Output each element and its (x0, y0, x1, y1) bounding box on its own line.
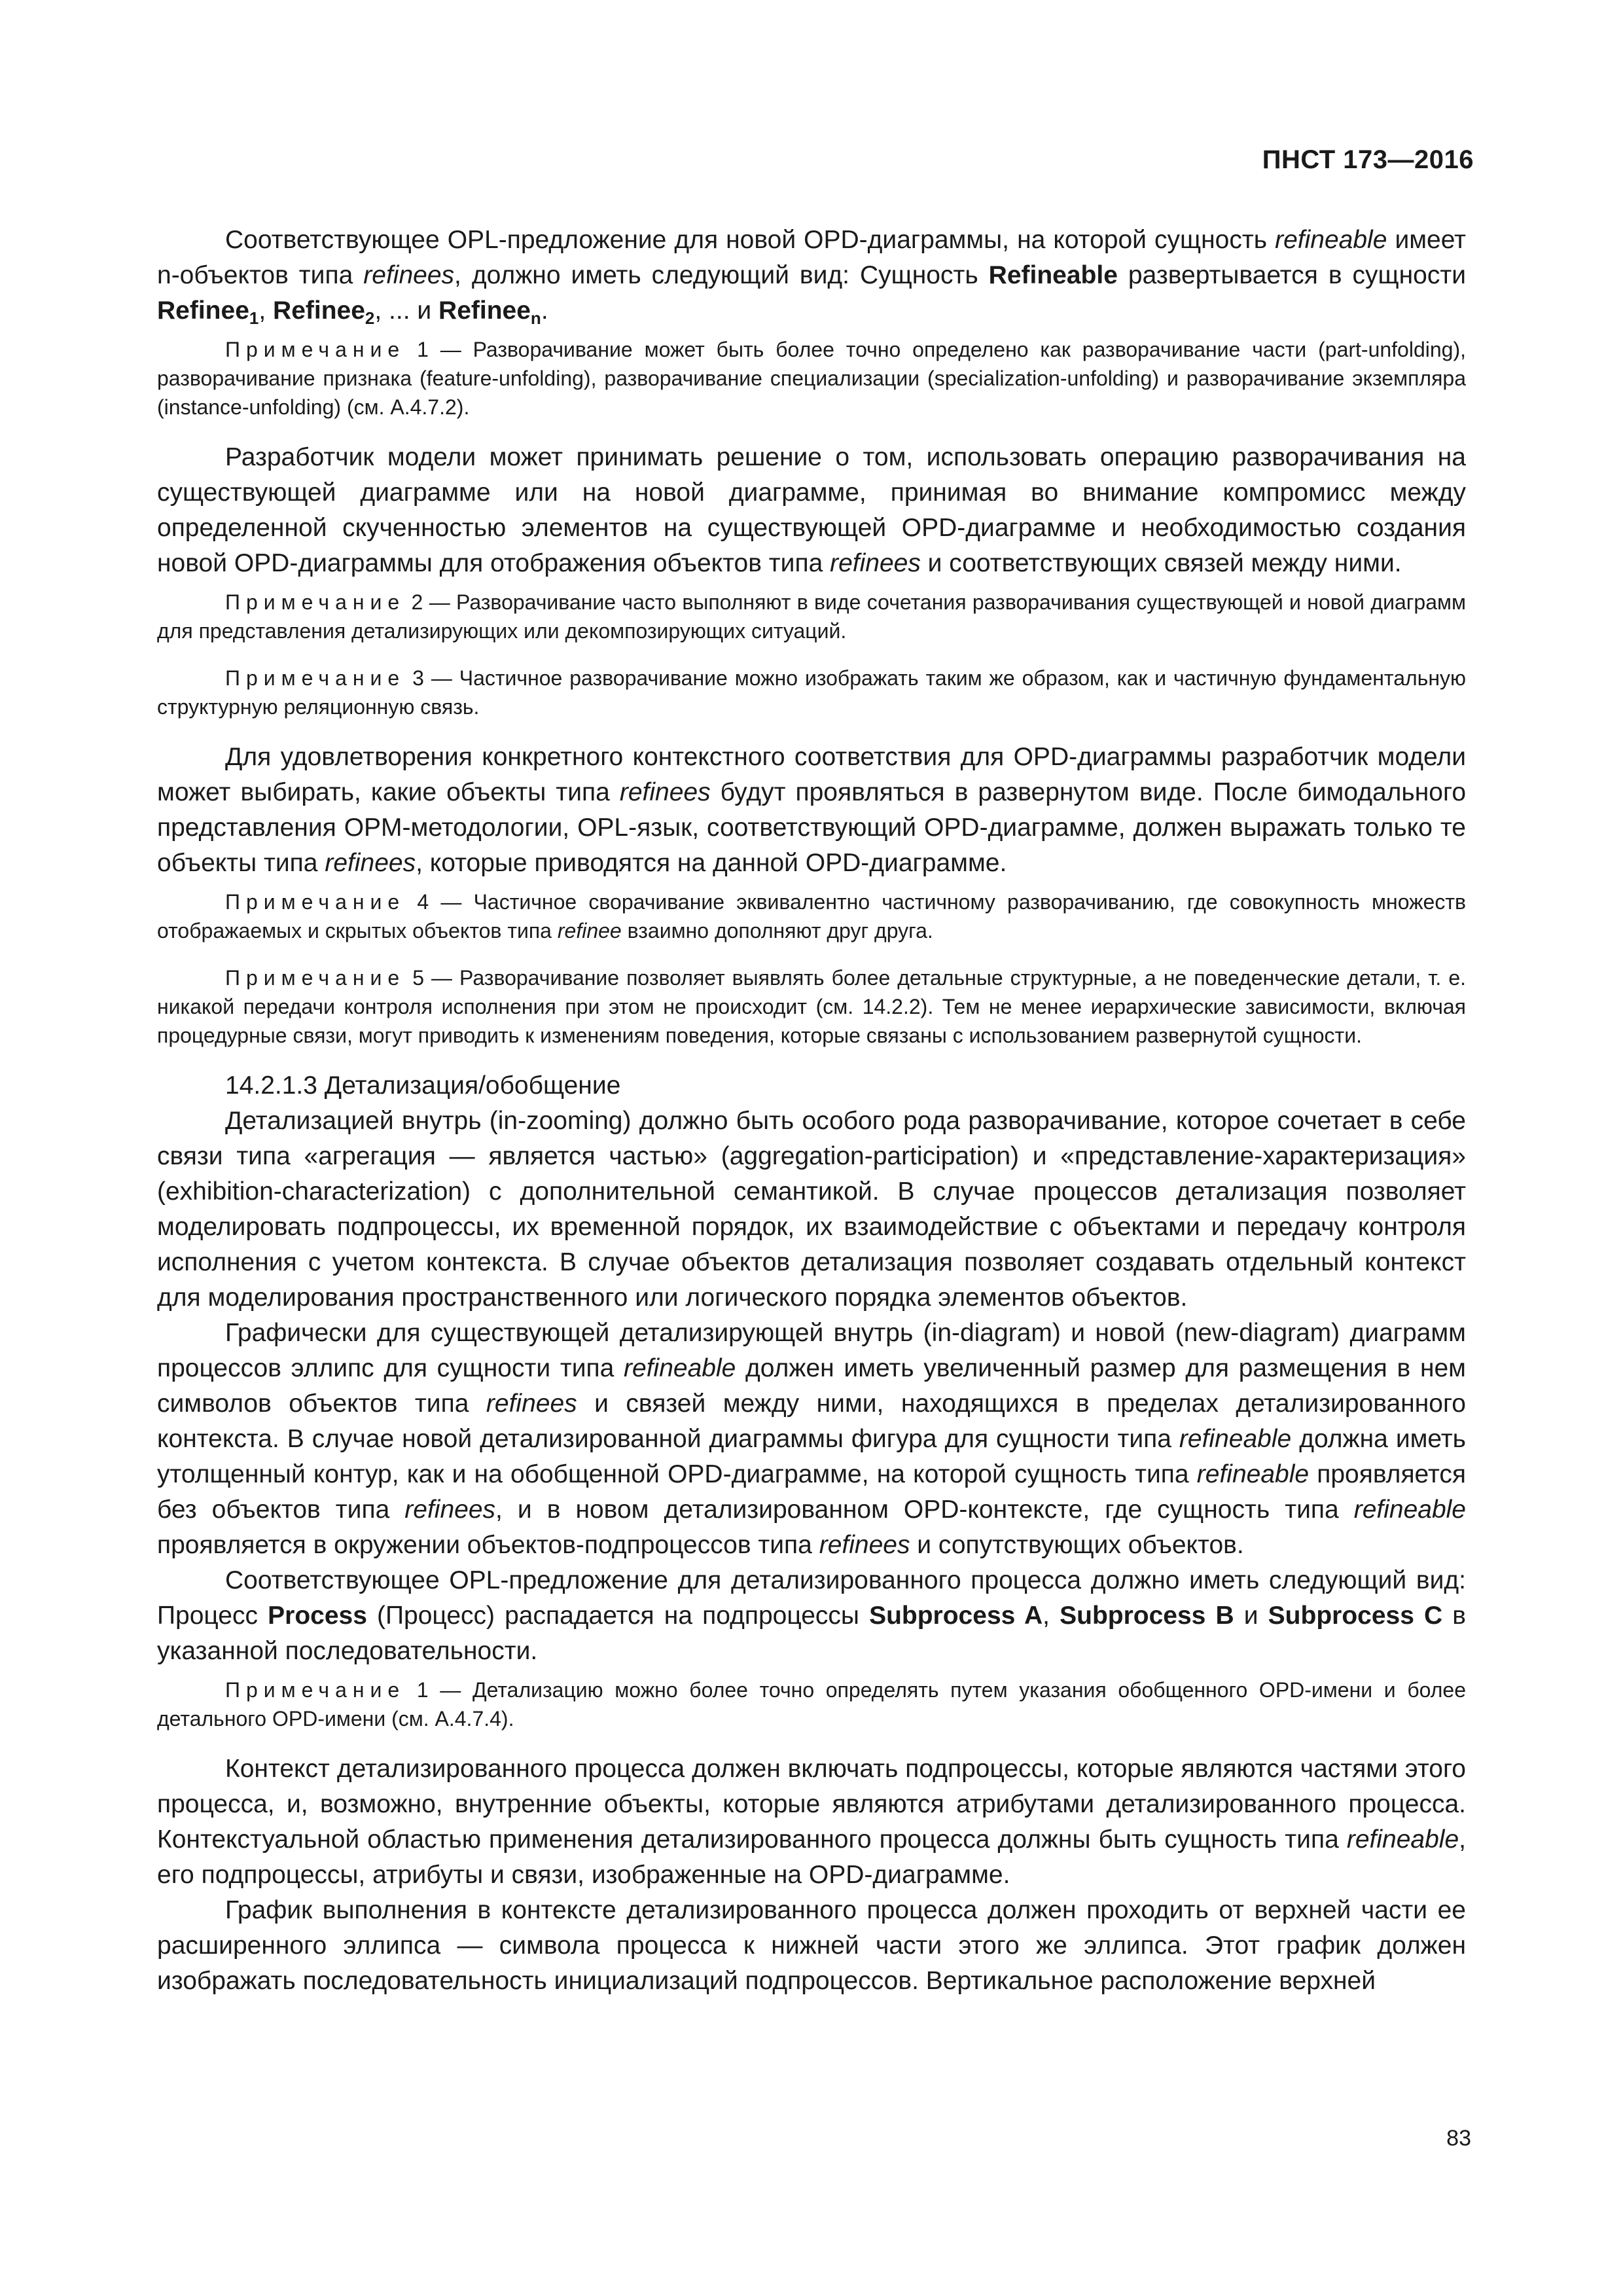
note-1-unfolding-types: Примечание 1 — Разворачивание может быть более точно определено как разворачивание части (part-unfolding), разворачивание признака (feature-unfolding), разворачивание специализации (specialization-unfolding) и разворачивание экземпляра (instance-unfolding) (см. А.4.7.2). (157, 338, 1466, 419)
page-number: 83 (1446, 2126, 1471, 2151)
note-5-structural-details: Примечание 5 — Разворачивание позволяет выявлять более детальные структурные, а не поведенческие детали, т. е. никакой передачи контроля исполнения при этом не происходит (см. 14.2.2). Тем не менее иерархические зависимости, включая процедурные связи, могут приводить к изменениям поведения, которые связаны с использованием развернутой сущности. (157, 966, 1466, 1047)
note-2-combination: Примечание 2 — Разворачивание часто выполняют в виде сочетания разворачивания существующей и новой диаграмм для представления детализирующих или декомпозирующих ситуаций. (157, 590, 1466, 643)
paragraph-process-context: Контекст детализированного процесса должен включать подпроцессы, которые являются частями этого процесса, и, возможно, внутренние объекты, которые являются атрибутами детализированного процесса. Контекстуальной областью применения детализированного процесса должны быть сущность типа refineable, его подпроцессы, атрибуты и связи, изображенные на OPD-диаграмме. (157, 1755, 1466, 1889)
paragraph-graphical-representation: Графически для существующей детализирующей внутрь (in-diagram) и новой (new-diagram) диаграмм процессов эллипс для сущности типа refineable должен иметь увеличенный размер для размещения в нем символов объектов типа refinees и связей между ними, находящихся в пределах детализированного контекста. В случае новой детализированной диаграммы фигура для сущности типа refineable должна иметь утолщенный контур, как и на обобщенной OPD-диаграмме, на которой сущность типа refineable проявляется без объектов типа refinees, и в новом детализированном OPD-контексте, где сущность типа refineable проявляется в окружении объектов-подпроцессов типа refinees и сопутствующих объектов. (157, 1319, 1466, 1559)
section-heading-in-zooming: 14.2.1.3 Детализация/обобщение (225, 1071, 621, 1100)
paragraph-opl-unfolding: Соответствующее OPL-предложение для новой OPD-диаграммы, на которой сущность refineable имеет n-объектов типа refinees, должно иметь следующий вид: Сущность Refineable развертывается в сущности Refinee$_1$, Refinee$_2$, ... и Refinee$_n$. (157, 226, 1467, 328)
note-4-partial-folding: Примечание 4 — Частичное сворачивание эквивалентно частичному разворачиванию, где совокупность множеств отображаемых и скрытых объектов типа refinee взаимно дополняют друг друга. (157, 890, 1466, 942)
paragraph-context-conformance: Для удовлетворения конкретного контекстного соответствия для OPD-диаграммы разработчик модели может выбирать, какие объекты типа refinees будут проявляться в развернутом виде. После бимодального представления OPM-методологии, OPL-язык, соответствующий OPD-диаграмме, должен выражать только те объекты типа refinees, которые приводятся на данной OPD-диаграмме. (157, 743, 1467, 877)
note-3-partial: Примечание 3 — Частичное разворачивание можно изображать таким же образом, как и частичную фундаментальную структурную реляционную связь. (157, 666, 1466, 719)
page-body (157, 223, 1466, 2005)
note-1-zooming-names: Примечание 1 — Детализацию можно более точно определять путем указания обобщенного OPD-имени и более детального OPD-имени (см. А.4.7.4). (157, 1678, 1466, 1731)
paragraph-developer-decision: Разработчик модели может принимать решение о том, использовать операцию разворачивания на существующей диаграмме или на новой диаграмме, принимая во внимание компромисс между определенной скученностью элементов на существующей OPD-диаграмме и необходимостью создания новой OPD-диаграммы для отображения объектов типа refinees и соответствующих связей между ними. (157, 443, 1466, 577)
document-code-header: ПНСТ 173—2016 (1262, 145, 1474, 174)
paragraph-in-zooming-definition: Детализацией внутрь (in-zooming) должно быть особого рода разворачивание, которое сочетает в себе связи типа «агрегация — является частью» (aggregation-participation) и «представление-характеризация» (exhibition-characterization) с дополнительной семантикой. В случае процессов детализация позволяет моделировать подпроцессы, их временной порядок, их взаимодействие с объектами и передачу контроля исполнения с учетом контекста. В случае объектов детализация позволяет создавать отдельный контекст для моделирования пространственного или логического порядка элементов объектов. (157, 1107, 1466, 1312)
paragraph-execution-timeline: График выполнения в контексте детализированного процесса должен проходить от верхней части ее расширенного эллипса — символа процесса к нижней части этого же эллипса. Этот график должен изображать последовательность инициализаций подпроцессов. Вертикальное расположение верхней (157, 1896, 1466, 1995)
paragraph-opl-process: Соответствующее OPL-предложение для детализированного процесса должно иметь следующий вид: Процесс Process (Процесс) распадается на подпроцессы Subprocess A, Subprocess B и Subprocess C в указанной последовательности. (157, 1566, 1467, 1665)
